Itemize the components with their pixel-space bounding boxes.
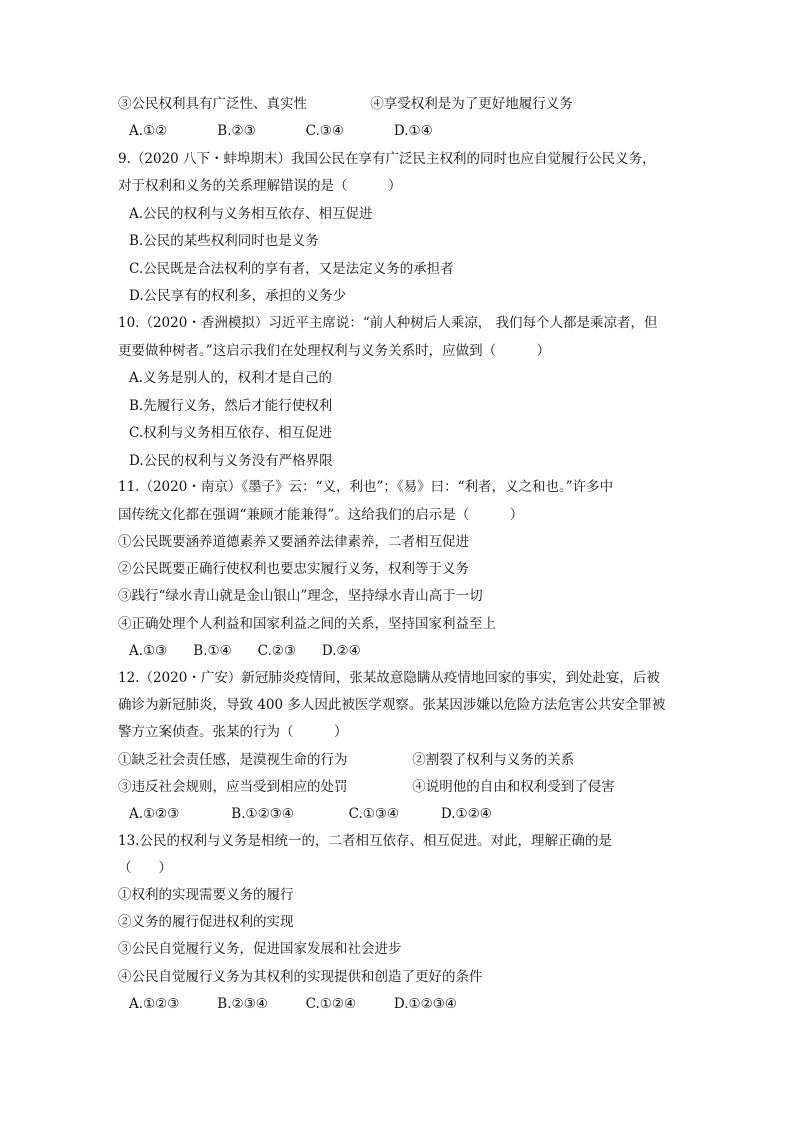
q12-item-1: ①缺乏社会责任感，是漠视生命的行为 <box>118 752 348 768</box>
q8-option-b: B.②③ <box>217 123 256 139</box>
q9-option-b: B.公民的某些权利同时也是义务 <box>129 233 319 249</box>
q13-stem-line-1: 13.公民的权利与义务是相统一的，二者相互依存、相互促进。对此，理解正确的是 <box>118 833 612 849</box>
q13-option-d: D.①②③④ <box>393 996 457 1012</box>
q13-option-b: B.②③④ <box>217 996 268 1012</box>
q11-option-a: A.①③ <box>129 643 168 659</box>
q11-stem-line-1: 11.（2020・南京）《墨子》云：“义，利也”；《易》曰：“利者，义之和也。”许多中 <box>118 479 614 495</box>
q9-stem-line-2: 对于权利和义务的关系理解错误的是（ ） <box>118 178 402 194</box>
q10-option-d: D.公民的权利与义务没有严格界限 <box>129 453 333 469</box>
q13-stem-line-2: （ ） <box>118 860 172 876</box>
q11-item-4: ④正确处理个人利益和国家利益之间的关系，坚持国家利益至上 <box>118 616 496 632</box>
q13-options-row <box>129 994 457 1014</box>
q12-item-2: ②割裂了权利与义务的关系 <box>412 752 575 768</box>
q8-item-3: ③公民权利具有广泛性、真实性 <box>118 96 307 112</box>
q12-option-c: C.①③④ <box>348 806 400 822</box>
q11-option-d: D.②④ <box>321 643 361 659</box>
q8-option-a: A.①② <box>129 123 168 139</box>
q12-items-row-2 <box>118 777 615 797</box>
q11-item-3: ③践行“绿水青山就是金山银山”理念，坚持绿水青山高于一切 <box>118 588 483 604</box>
q10-option-a: A.义务是别人的，权利才是自己的 <box>129 370 333 386</box>
q13-item-1: ①权利的实现需要义务的履行 <box>118 887 294 903</box>
q13-item-2: ②义务的履行促进权利的实现 <box>118 914 294 930</box>
q9-option-c: C.公民既是合法权利的享有者，又是法定义务的承担者 <box>129 261 454 277</box>
q11-option-c: C.②③ <box>257 643 296 659</box>
q12-option-b: B.①②③④ <box>231 806 294 822</box>
q9-option-d: D.公民享有的权利多，承担的义务少 <box>129 288 347 304</box>
q12-option-a: A.①②③ <box>129 806 180 822</box>
q8-option-d: D.①④ <box>393 123 433 139</box>
q12-stem-line-1: 12.（2020・广安）新冠肺炎疫情间，张某故意隐瞒从疫情地回家的事实，到处赴宴，后被 <box>118 670 660 686</box>
q11-option-b: B.①④ <box>193 643 232 659</box>
q8-items-row <box>118 94 573 114</box>
q11-item-2: ②公民既要正确行使权利也要忠实履行义务，权利等于义务 <box>118 561 469 577</box>
q12-options-row <box>129 804 492 824</box>
q13-option-a: A.①②③ <box>129 996 180 1012</box>
q8-option-c: C.③④ <box>305 123 344 139</box>
q10-stem-line-1: 10.（2020・香洲模拟）习近平主席说：“前人种树后人乘凉， 我们每个人都是乘凉者，但 <box>118 315 658 331</box>
q13-option-c: C.①②④ <box>305 996 357 1012</box>
q10-option-b: B.先履行义务，然后才能行使权利 <box>129 398 333 414</box>
q12-stem-line-2: 确诊为新冠肺炎，导致 400 多人因此被医学观察。张某因涉嫌以危险方法危害公共安全罪被 <box>118 697 666 713</box>
q11-item-1: ①公民既要涵养道德素养又要涵养法律素养，二者相互促进 <box>118 534 469 550</box>
q12-stem-line-3: 警方立案侦查。张某的行为（ ） <box>118 724 348 740</box>
q13-item-3: ③公民自觉履行义务，促进国家发展和社会进步 <box>118 941 402 957</box>
q12-option-d: D.①②④ <box>440 806 492 822</box>
q12-item-3: ③违反社会规则，应当受到相应的处罚 <box>118 779 348 795</box>
q11-options-row <box>129 641 361 661</box>
q8-options-row <box>129 121 433 141</box>
q12-items-row-1 <box>118 750 574 770</box>
q13-item-4: ④公民自觉履行义务为其权利的实现提供和创造了更好的条件 <box>118 969 483 985</box>
q10-option-c: C.权利与义务相互依存、相互促进 <box>129 425 333 441</box>
q9-stem-line-1: 9.（2020 八下・蚌埠期末）我国公民在享有广泛民主权利的同时也应自觉履行公民义务， <box>118 151 656 167</box>
q11-stem-line-2: 国传统文化都在强调“兼顾才能兼得”。这给我们的启示是（ ） <box>118 507 524 523</box>
q10-stem-line-2: 更要做种树者。”这启示我们在处理权利与义务关系时，应做到（ ） <box>118 343 551 359</box>
q9-option-a: A.公民的权利与义务相互依存、相互促进 <box>129 206 373 222</box>
q12-item-4: ④说明他的自由和权利受到了侵害 <box>412 779 615 795</box>
q8-item-4: ④享受权利是为了更好地履行义务 <box>370 96 573 112</box>
